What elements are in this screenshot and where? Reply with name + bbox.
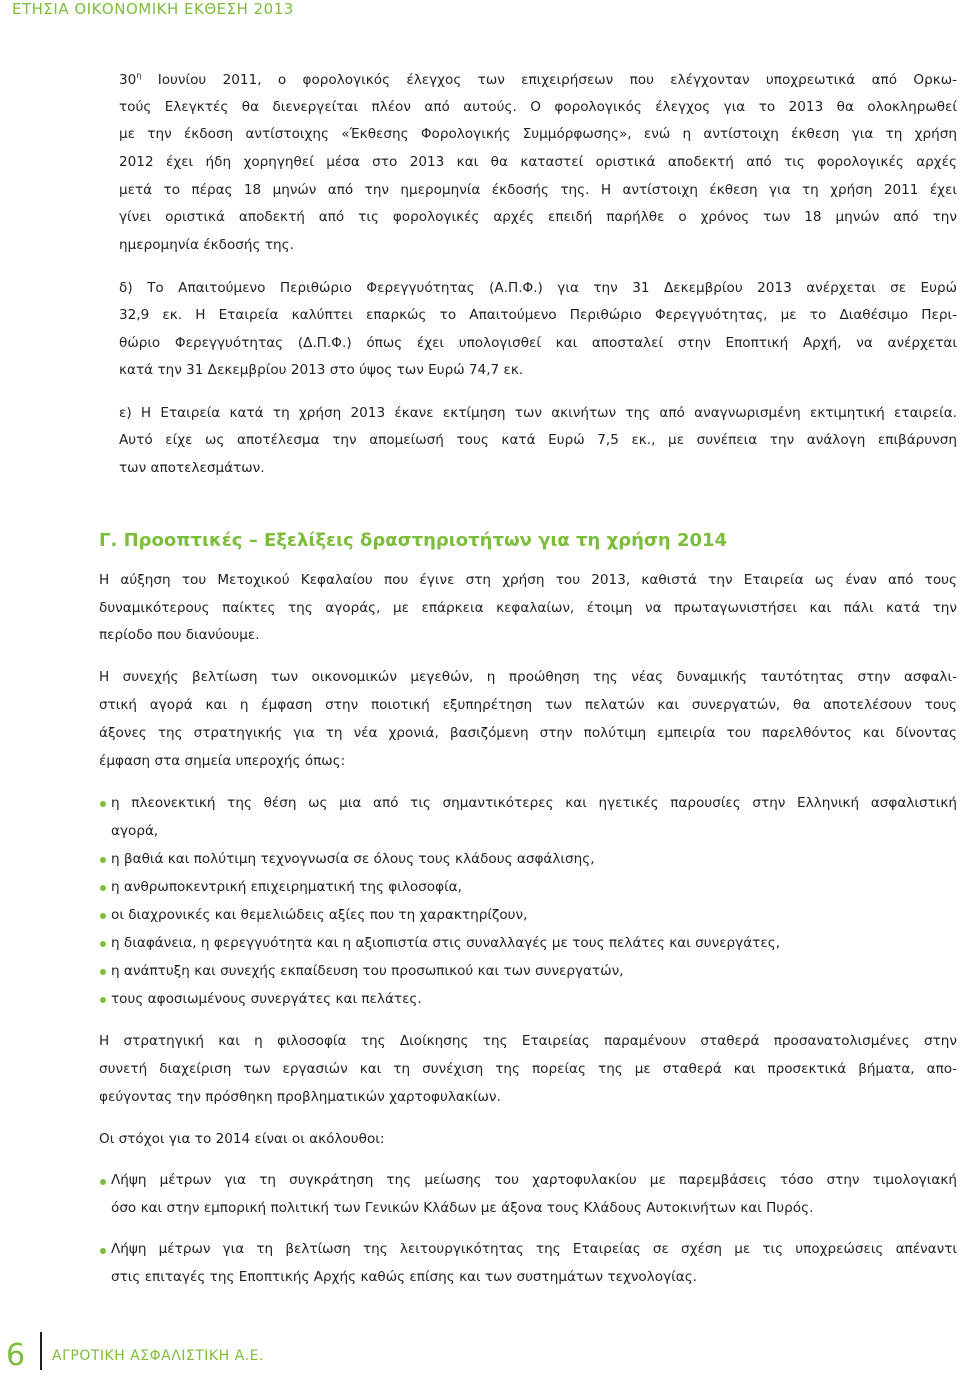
bullet-7: τους αφοσιωμένους συνεργάτες και πελάτες. [111,991,422,1007]
bullet-3: η ανθρωποκεντρική επιχειρηματική της φιλοσοφία, [111,879,462,895]
para2-line-2: στική αγορά και η έμφαση στην ποιοτική εξυπηρέτηση των πελατών και συνεργατών, θα αποτελέσουν τους [99,697,957,713]
bullet-1-line-1: η πλεονεκτική της θέση ως μια από τις σημαντικότερες και ηγετικές παρουσίες στην Ελληνική ασφαλιστική [111,795,957,811]
page-number: 6 [6,1338,26,1373]
bullet-dot [100,1179,106,1185]
intro-line-5: μετά το πέρας 18 μηνών από την ημερομηνία έκδοσής της. Η αντίστοιχη έκθεση για τη χρήση 2011 έχει [119,182,957,198]
intro-line-7: ημερομηνία έκδοσής της. [119,237,294,253]
page-header-title: ΕΤΗΣΙΑ ΟΙΚΟΝΟΜΙΚΗ ΕΚΘΕΣΗ 2013 [12,0,294,18]
bullet-1-line-2: αγορά, [111,823,159,839]
goal-1-line-2: όσο και στην εμπορική πολιτική των Γενικών Κλάδων με άξονα τους Κλάδους Αυτοκινήτων και Πυρός. [111,1200,814,1216]
para3-line-1: Η στρατηγική και η φιλοσοφία της Διοίκησης της Εταιρείας παραμένουν σταθερά προσανατολισμένες στην [99,1033,957,1049]
para1-line-3: περίοδο που διανύουμε. [99,627,260,643]
goal-2-line-1: Λήψη μέτρων για τη βελτίωση της λειτουργικότητας της Εταιρείας σε σχέση με τις υποχρεώσεις απέναντι [111,1241,957,1257]
goal-2-line-2: στις επιταγές της Εποπτικής Αρχής καθώς επίσης και των συστημάτων τεχνολογίας. [111,1269,698,1285]
footer-divider [40,1332,42,1370]
intro-line-1-text: Ιουνίου 2011, ο φορολογικός έλεγχος των επιχειρήσεων που ελέγχονταν υποχρεωτικά από Ορκω- [141,72,957,88]
para3-line-2: συνετή διαχείριση των εργασιών και τη συνέχιση της πορείας της με σταθερά και προσεκτικά βήματα, απο- [99,1061,957,1077]
para2-line-4: έμφαση στα σημεία υπεροχής όπως: [99,753,346,769]
intro-line-4: 2012 έχει ήδη χορηγηθεί μέσα στο 2013 και θα καταστεί οριστικά αποδεκτή από τις φορολογικές αρχές [119,154,957,170]
para2-line-3: άξονες της στρατηγικής για τη νέα χρονιά, βασιζόμενη στην πολύτιμη εμπειρία του παρελθόντος και δίνοντας [99,725,957,741]
para1-line-2: δυναμικότερους παίκτες της αγοράς, με επάρκεια κεφαλαίων, έτοιμη να πρωταγωνιστήσει και πάλι κατά την [99,600,957,616]
item-e-line-1: ε) Η Εταιρεία κατά τη χρήση 2013 έκανε εκτίμηση των ακινήτων της από αναγνωρισμένη εκτιμητική εταιρεία. [119,405,957,421]
para1-line-1: Η αύξηση του Μετοχικού Κεφαλαίου που έγινε στη χρήση του 2013, καθιστά την Εταιρεία ως έναν από τους [99,572,957,588]
bullet-dot [100,997,106,1003]
footer-company-name: ΑΓΡΟΤΙΚΗ ΑΣΦΑΛΙΣΤΙΚΗ Α.Ε. [52,1348,264,1364]
item-d-line-1: δ) Το Απαιτούμενο Περιθώριο Φερεγγυότητας (Α.Π.Φ.) για την 31 Δεκεμβρίου 2013 ανέρχεται σε Ευρώ [119,280,957,296]
para2-line-1: Η συνεχής βελτίωση των οικονομικών μεγεθών, η προώθηση της νέας δυναμικής ταυτότητας στην ασφαλι- [99,669,957,685]
bullet-dot [100,1248,106,1254]
intro-line-1 [119,72,957,88]
section-heading: Γ. Προοπτικές – Εξελίξεις δραστηριοτήτων για τη χρήση 2014 [99,530,728,551]
goal-1-line-1: Λήψη μέτρων για τη συγκράτηση της μείωσης του χαρτοφυλακίου με παρεμβάσεις τόσο στην τιμολογιακή [111,1172,957,1188]
item-e-line-3: των αποτελεσμάτων. [119,460,265,476]
item-d-line-4: κατά την 31 Δεκεμβρίου 2013 στο ύψος των Ευρώ 74,7 εκ. [119,362,524,378]
intro-line-6: γίνει οριστικά αποδεκτή από τις φορολογικές αρχές επειδή παρήλθε ο χρόνος των 18 μηνών από την [119,209,957,225]
intro-line-3: με την έκδοση αντίστοιχης «Έκθεσης Φορολογικής Συμμόρφωσης», ενώ η αντίστοιχη έκθεση για τη χρήση [119,126,957,142]
bullet-dot [100,913,106,919]
bullet-dot [100,885,106,891]
bullet-2: η βαθιά και πολύτιμη τεχνογνωσία σε όλους τους κλάδους ασφάλισης, [111,851,595,867]
bullet-dot [100,969,106,975]
bullet-4: οι διαχρονικές και θεμελιώδεις αξίες που τη χαρακτηρίζουν, [111,907,528,923]
bullet-6: η ανάπτυξη και συνεχής εκπαίδευση του προσωπικού και των συνεργατών, [111,963,624,979]
bullet-5: η διαφάνεια, η φερεγγυότητα και η αξιοπιστία στις συναλλαγές με τους πελάτες και συνεργάτες, [111,935,781,951]
intro-line-2: τούς Ελεγκτές θα διενεργείται πλέον από αυτούς. Ο φορολογικός έλεγχος για το 2013 θα ολοκληρωθεί [119,99,957,115]
intro-day-suffix: η [136,71,142,80]
intro-day: 30 [119,72,137,88]
item-d-line-3: θώριο Φερεγγυότητας (Δ.Π.Φ.) όπως έχει υπολογισθεί και αποσταλεί στην Εποπτική Αρχή, να ανέρχεται [119,335,957,351]
item-e-line-2: Αυτό είχε ως αποτέλεσμα την απομείωσή τους κατά Ευρώ 7,5 εκ., με συνέπεια την ανάλογη επιβάρυνση [119,432,957,448]
para3-line-3: φεύγοντας την πρόσθηκη προβληματικών χαρτοφυλακίων. [99,1089,501,1105]
item-d-line-2: 32,9 εκ. Η Εταιρεία καλύπτει επαρκώς το Απαιτούμενο Περιθώριο Φερεγγυότητας, με το Διαθέσιμο Περι- [119,307,957,323]
bullet-dot [100,941,106,947]
bullet-dot [100,857,106,863]
goals-intro: Οι στόχοι για το 2014 είναι οι ακόλουθοι: [99,1131,385,1147]
bullet-dot [100,801,106,807]
